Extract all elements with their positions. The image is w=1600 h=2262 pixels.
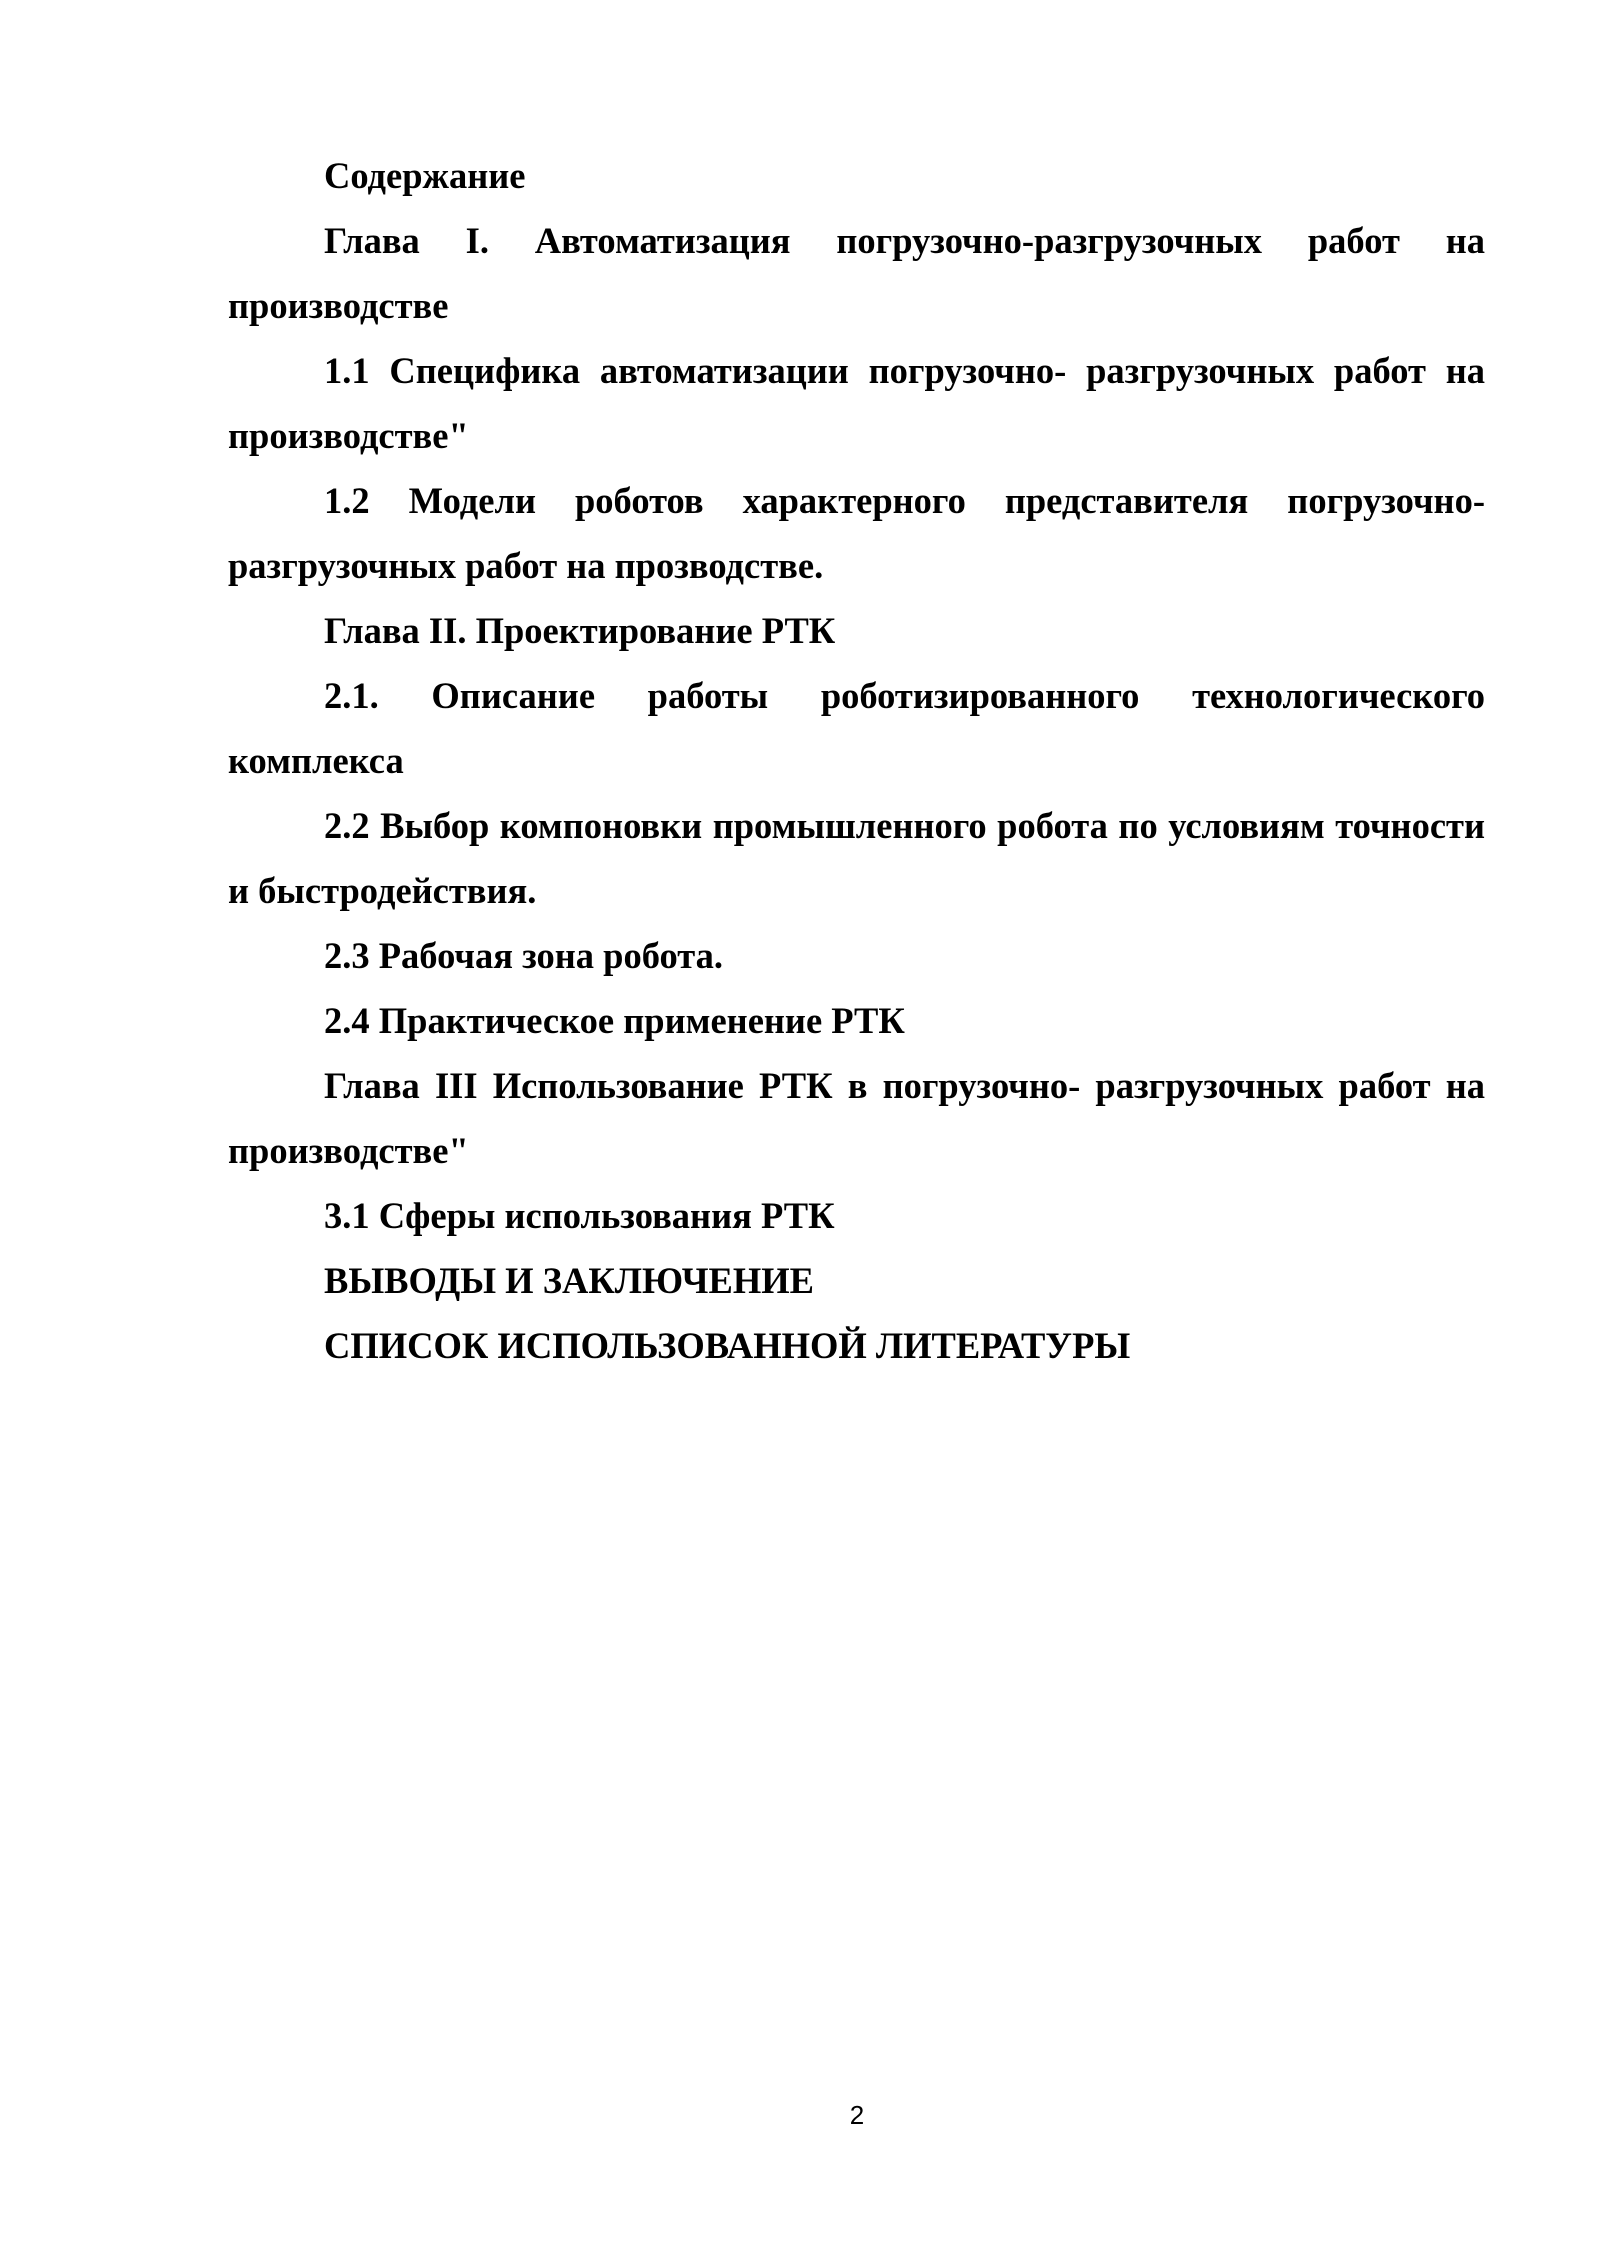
toc-title: Содержание	[324, 155, 526, 196]
toc-entry-bibliography: СПИСОК ИСПОЛЬЗОВАННОЙ ЛИТЕРАТУРЫ	[324, 1325, 1131, 1366]
toc-entry-2-4: 2.4 Практическое применение РТК	[324, 1000, 905, 1041]
toc-entry-2-2: 2.2 Выбор компоновки промышленного робота по условиям точности и быстродействия.	[228, 805, 1485, 911]
toc-entry-3-1: 3.1 Сферы использования РТК	[324, 1195, 835, 1236]
toc-entry-2-1: 2.1. Описание работы роботизированного технологического комплекса	[228, 675, 1485, 781]
toc-entry-1-1: 1.1 Специфика автоматизации погрузочно- разгрузочных работ на производстве"	[228, 350, 1485, 456]
toc-entry-conclusions: ВЫВОДЫ И ЗАКЛЮЧЕНИЕ	[324, 1260, 814, 1301]
toc-entry-1-2: 1.2 Модели роботов характерного представителя погрузочно-разгрузочных работ на прозводстве.	[228, 480, 1485, 586]
toc-entry-2-3: 2.3 Рабочая зона робота.	[324, 935, 724, 976]
toc-entry-chapter-2: Глава II. Проектирование РТК	[324, 610, 836, 651]
page-number: 2	[849, 2100, 865, 2130]
toc-entry-chapter-3: Глава III Использование РТК в погрузочно- разгрузочных работ на производстве"	[228, 1065, 1485, 1171]
table-of-contents	[228, 143, 1485, 1378]
toc-entry-chapter-1: Глава I. Автоматизация погрузочно-разгрузочных работ на производстве	[228, 220, 1485, 326]
